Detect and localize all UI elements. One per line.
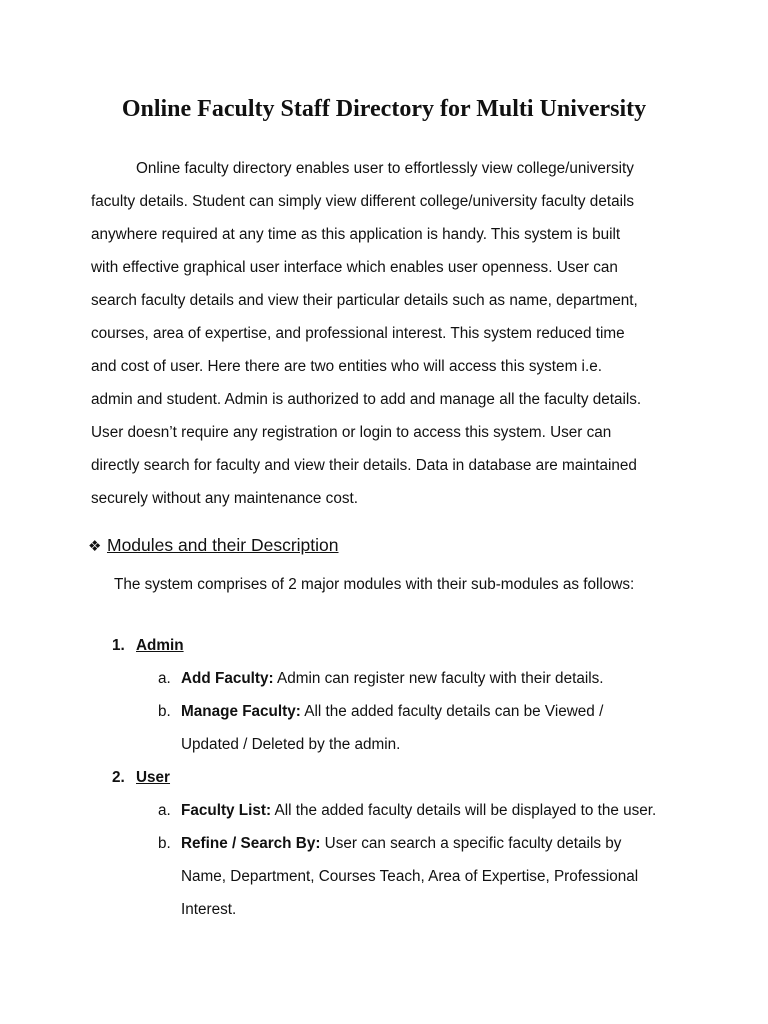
item-text: User can search a specific faculty details by [324,835,622,852]
item-letter: b. [158,835,171,852]
document-title: Online Faculty Staff Directory for Multi University [121,96,647,122]
list-item-add-faculty [158,662,604,695]
item-letter: b. [158,703,171,720]
paragraph-line: search faculty details and view their particular details such as name, department, [91,292,638,309]
item-text: Admin can register new faculty with their details. [277,670,604,687]
list-item-manage-faculty [158,695,603,761]
item-letter: a. [158,670,171,687]
paragraph-line: directly search for faculty and view their details. Data in database are maintained [91,457,637,474]
item-label: Manage Faculty: [181,703,301,720]
modules-heading-text: Modules and their Description [107,535,339,555]
paragraph-line: and cost of user. Here there are two entities who will access this system i.e. [91,358,602,375]
section-number: 2. [112,769,125,786]
item-continuation: Interest. [181,901,237,918]
paragraph-line: courses, area of expertise, and professional interest. This system reduced time [91,325,625,342]
item-text: All the added faculty details can be Viewed / [304,703,604,720]
section-name: User [136,769,171,786]
paragraph-line: admin and student. Admin is authorized to add and manage all the faculty details. [91,391,642,408]
section-admin [112,632,184,660]
item-label: Refine / Search By: [181,835,321,852]
section-number: 1. [112,637,125,654]
modules-heading [88,531,339,561]
item-continuation: Updated / Deleted by the admin. [181,736,401,753]
item-continuation: Name, Department, Courses Teach, Area of Expertise, Professional [181,868,639,885]
item-letter: a. [158,802,171,819]
intro-paragraph [91,152,691,515]
paragraph-line: securely without any maintenance cost. [91,490,358,507]
section-name: Admin [136,637,184,654]
list-item-faculty-list [158,794,656,827]
modules-intro: The system comprises of 2 major modules with their sub-modules as follows: [114,576,635,593]
list-item-refine-search [158,827,638,926]
item-text: All the added faculty details will be displayed to the user. [274,802,657,819]
paragraph-line: faculty details. Student can simply view different college/university faculty details [91,193,635,210]
diamond-bullet-icon: ❖ [88,538,102,555]
item-label: Faculty List: [181,802,272,819]
paragraph-line: with effective graphical user interface which enables user openness. User can [91,259,618,276]
item-label: Add Faculty: [181,670,274,687]
paragraph-line: anywhere required at any time as this application is handy. This system is built [91,226,621,243]
section-user [112,764,170,792]
paragraph-line: Online faculty directory enables user to effortlessly view college/university [136,160,634,177]
paragraph-line: User doesn’t require any registration or login to access this system. User can [91,424,612,441]
